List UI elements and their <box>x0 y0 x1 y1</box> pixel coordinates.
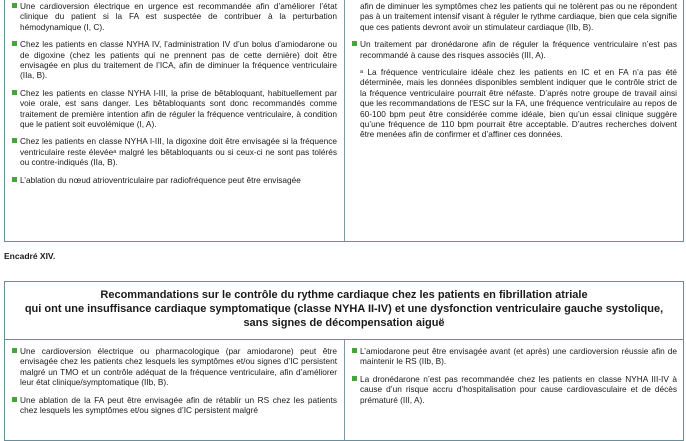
recommendation-item: Une ablation de la FA peut être envisagée afin de rétablir un RS chez les patients chez lesquels les symptômes et/ou signes d’IC persistent malgré <box>11 395 337 416</box>
box2-left-column <box>11 346 337 422</box>
recommendations-box-rhythm-control <box>4 281 684 441</box>
box-title-line: Recommandations sur le contrôle du rythme cardiaque chez les patients en fibrillation atriale <box>100 289 588 301</box>
recommendation-item: Chez les patients en classe NYHA IV, l’administration IV d’un bolus d’amiodarone ou de digoxine (chez les patients qui ne prennent pas de cette dernière) doit être envisagée en plus du traitement de l’ICA, afin de diminuer la fréquence ventriculaire (IIa, B). <box>11 39 337 81</box>
recommendation-item: Une cardioversion électrique en urgence est recommandée afin d’améliorer l’état clinique du patient si la FA est suspectée de contribuer à la perturbation hémodynamique (I, C). <box>11 1 337 32</box>
column-divider <box>344 340 345 440</box>
recommendation-item: Chez les patients en classe NYHA I-III, la digoxine doit être envisagée si la fréquence ventriculaire reste élevéeᵃ malgré les bêtabloquants ou si ceux-ci ne sont pas tolérés ou contre-indiqués (IIa, B). <box>11 136 337 167</box>
box1-right-column <box>351 1 677 147</box>
recommendation-item: L’ablation du nœud atrioventriculaire par radiofréquence peut être envisagée <box>11 175 337 185</box>
recommendation-item: Un traitement par dronédarone afin de réguler la fréquence ventriculaire n’est pas recommandé à cause des risques associés (III, A). <box>351 39 677 60</box>
box-title <box>5 288 683 330</box>
box-title-line: qui ont une insuffisance cardiaque symptomatique (classe NYHA II-IV) et une dysfonction ventriculaire gauche systolique, <box>24 303 664 315</box>
recommendation-continuation: afin de diminuer les symptômes chez les patients qui ne tolèrent pas ou ne répondent pas à un traitement intensif visant à réguler le rythme cardiaque, bien que cela signifie que ces patients devront avoir un stimulateur cardiaque (IIb, B). <box>360 1 677 32</box>
box2-right-column <box>351 346 677 412</box>
recommendations-box-rate-control <box>4 0 684 242</box>
box-caption: Encadré XIV. <box>4 251 56 261</box>
recommendation-item: Chez les patients en classe NYHA I-III, la prise de bêtabloquant, habituellement par voie orale, est sans danger. Les bêtabloquants sont donc recommandés comme traitement de première intention afin de réguler la fréquence ventriculaire, à condition que le patient soit euvolémique (I, A). <box>11 88 337 130</box>
box-title-line: sans signes de décompensation aiguë <box>243 317 445 329</box>
recommendation-item: La dronédarone n’est pas recommandée chez les patients en classe NYHA III-IV à cause d’un risque accru d’hospitalisation pour cause cardiovasculaire et de décès prématuré (III, A). <box>351 374 677 405</box>
recommendation-item: L’amiodarone peut être envisagée avant (et après) une cardioversion réussie afin de maintenir le RS (IIb, B). <box>351 346 677 367</box>
footnote: ᵃ La fréquence ventriculaire idéale chez les patients en IC et en FA n’a pas été déterminée, mais les données disponibles semblent indiquer que le contrôle strict de la fréquence ventriculaire pourrait être néfaste. D’après notre groupe de travail ainsi que les recommandations de l’ESC sur la FA, une fréquence ventriculaire au repos de 60-100 bpm peut être considérée comme idéale, bien qu’un essai clinique suggère qu’une fréquence de 110 bpm pourrait être acceptable. D’autres recherches doivent être menées afin de confirmer et d’affiner ces données. <box>360 67 677 140</box>
recommendation-item: Une cardioversion électrique ou pharmacologique (par amiodarone) peut être envisagée chez les patients chez lesquels les symptômes et/ou signes d’IC persistent malgré un TMO et un contrôle adéquat de la fréquence ventriculaire, afin d’améliorer leur état clinique/symptomatique (IIb, B). <box>11 346 337 388</box>
box1-left-column <box>11 1 337 192</box>
column-divider <box>344 0 345 241</box>
